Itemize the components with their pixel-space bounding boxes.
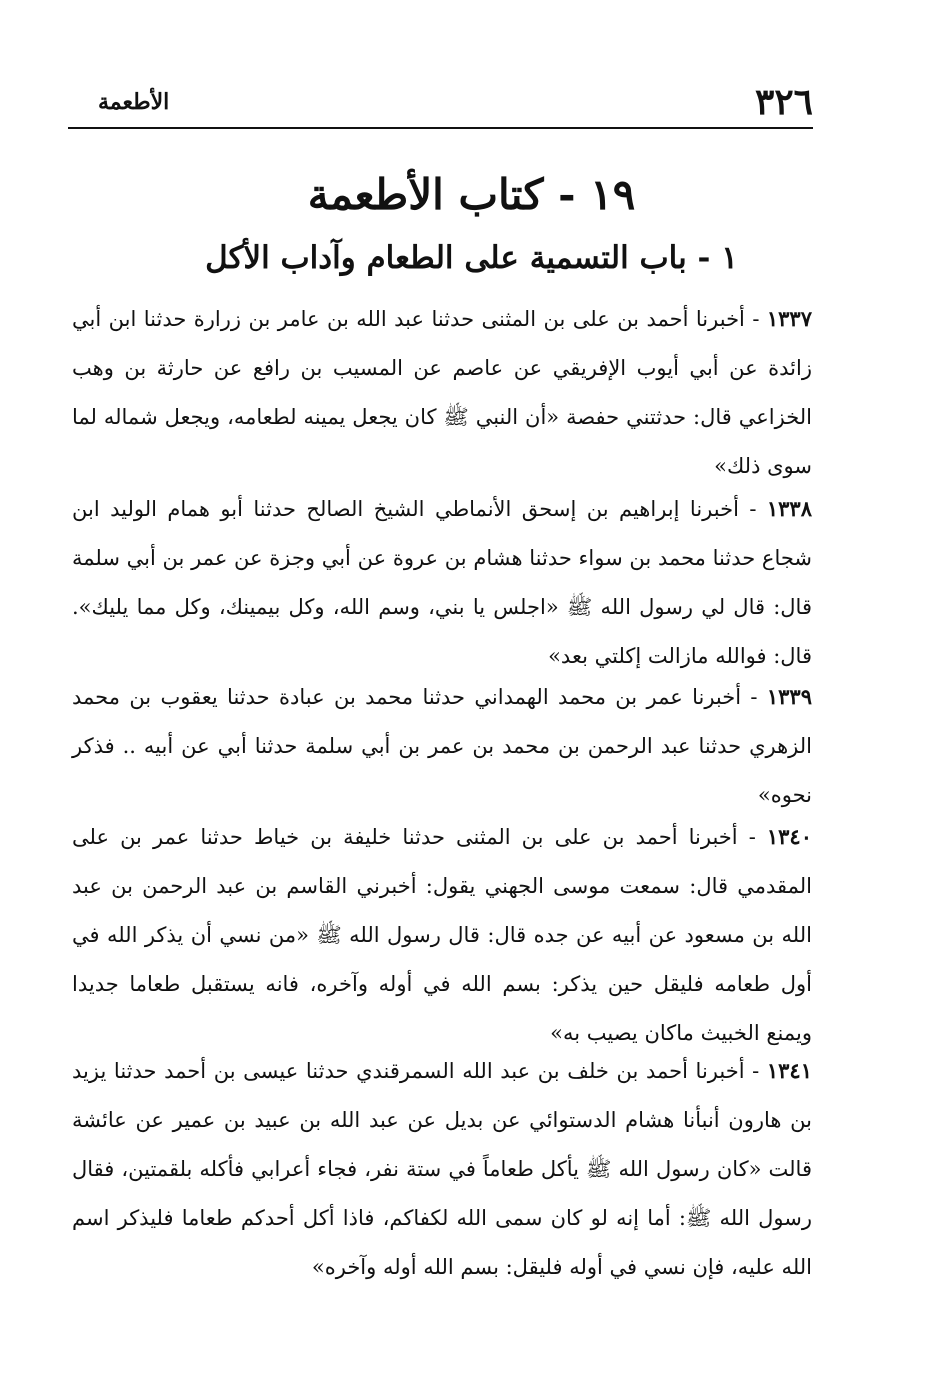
chapter-title: ١ - باب التسمية على الطعام وآداب الأكل: [205, 240, 738, 276]
page-number: ٣٢٦: [754, 81, 813, 123]
running-title: الأطعمة: [98, 89, 170, 115]
hadith-number: ١٣٣٩: [766, 684, 812, 709]
hadith-text: - أخبرنا إبراهيم بن إسحق الأنماطي الشيخ الصالح حدثنا أبو همام الوليد ابن شجاع حدثنا محمد بن سواء حدثنا هشام بن عروة عن أبي وجزة عن عمر بن أبي سلمة قال: قال لي رسول الله ﷺ «اجلس يا بني، وسم الله، وكل بيمينك، وكل مما يليك». قال: فوالله مازالت إكلتي بعد»: [72, 497, 812, 668]
hadith-number: ١٣٣٨: [766, 496, 812, 521]
hadith-text: - أخبرنا أحمد بن على بن المثنى حدثنا خليفة بن خياط حدثنا عمر بن على المقدمي قال: سمعت موسى الجهني يقول: أخبرني القاسم بن عبد الرحمن بن عبد الله بن مسعود عن أبيه عن جده قال: قال رسول الله ﷺ «من نسي أن يذكر الله في أول طعامه فليقل حين يذكر: بسم الله في أوله وآخره، فانه يستقبل طعاما جديدا ويمنع الخبيث ماكان يصيب به»: [72, 825, 812, 1045]
header-divider: [68, 127, 813, 129]
hadith-paragraph: [72, 484, 812, 681]
hadith-text: - أخبرنا عمر بن محمد الهمداني حدثنا محمد بن عبادة حدثنا يعقوب بن محمد الزهري حدثنا عبد الرحمن بن محمد بن عمر بن أبي سلمة حدثنا أبي عن أبيه .. فذكر نحوه»: [72, 685, 812, 807]
hadith-paragraph: [72, 1046, 812, 1292]
hadith-paragraph: [72, 672, 812, 820]
hadith-number: ١٣٤١: [766, 1058, 812, 1083]
hadith-text: - أخبرنا أحمد بن على بن المثنى حدثنا عبد الله بن عامر بن زرارة حدثنا ابن أبي زائدة عن أبي أيوب الإفريقي عن عاصم عن المسيب بن رافع عن حارثة بن وهب الخزاعي قال: حدثتني حفصة «أن النبي ﷺ كان يجعل يمينه لطعامه، ويجعل شماله لما سوى ذلك»: [72, 307, 812, 478]
hadith-text: - أخبرنا أحمد بن خلف بن عبد الله السمرقندي حدثنا عيسى بن أحمد حدثنا يزيد بن هارون أنبأنا هشام الدستوائي عن بديل عن عبد الله بن عبيد بن عمير عن عائشة قالت «كان رسول الله ﷺ يأكل طعاماً في ستة نفر، فجاء أعرابي فأكله بلقمتين، فقال رسول الله ﷺ: أما إنه لو كان سمى الله لكفاكم، فاذا أكل أحدكم طعاما فليذكر اسم الله عليه، فإن نسي في أوله فليقل: بسم الله أوله وآخره»: [72, 1059, 812, 1279]
hadith-number: ١٣٤٠: [766, 824, 812, 849]
book-title: ١٩ - كتاب الأطعمة: [307, 170, 636, 219]
hadith-paragraph: [72, 812, 812, 1058]
running-header: [68, 80, 813, 124]
hadith-paragraph: [72, 294, 812, 491]
hadith-number: ١٣٣٧: [766, 306, 812, 331]
